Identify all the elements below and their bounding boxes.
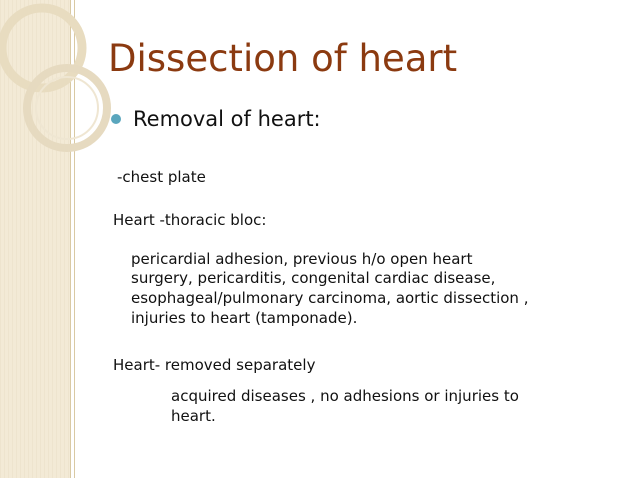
band-divider-line: [74, 0, 75, 478]
band-divider-line: [70, 0, 71, 478]
body-line: esophageal/pulmonary carcinoma, aortic dissection ,: [131, 289, 529, 307]
body-line: heart.: [171, 407, 216, 425]
slide-title: Dissection of heart: [108, 37, 458, 80]
body-line: acquired diseases , no adhesions or injuries to: [171, 387, 519, 405]
body-line: Heart -thoracic bloc:: [113, 211, 267, 229]
body-line: pericardial adhesion, previous h/o open heart: [131, 250, 473, 268]
decorative-side-band: [0, 0, 70, 478]
bullet-icon: [111, 114, 121, 124]
body-line: Heart- removed separately: [113, 356, 316, 374]
bullet-text: Removal of heart:: [133, 107, 321, 131]
body-line: -chest plate: [117, 168, 206, 186]
body-line: surgery, pericarditis, congenital cardiac disease,: [131, 269, 496, 287]
body-line: injuries to heart (tamponade).: [131, 309, 358, 327]
